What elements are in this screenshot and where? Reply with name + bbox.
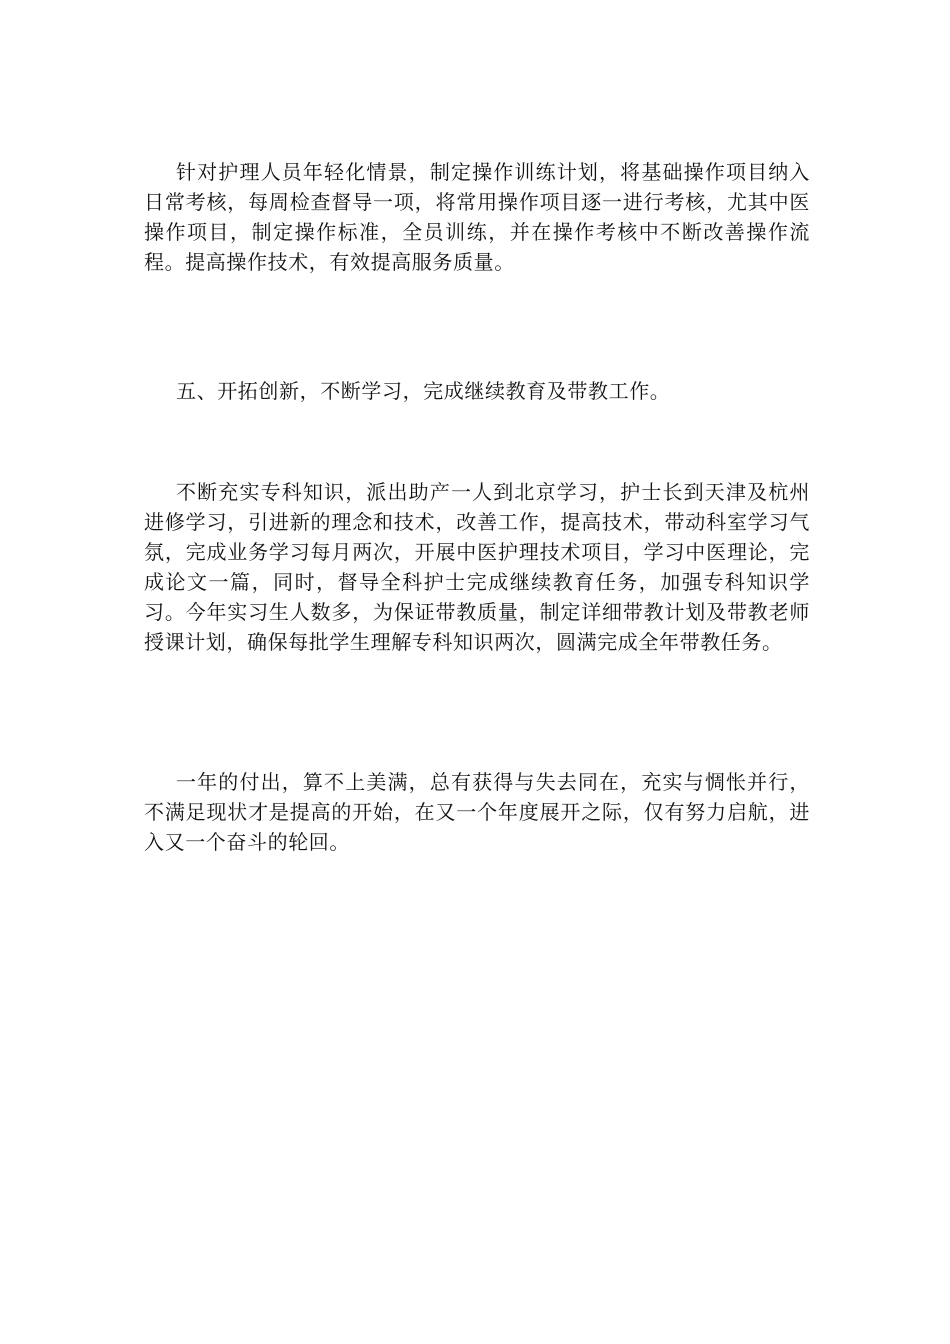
section-heading-five: 五、开拓创新，不断学习，完成继续教育及带教工作。 [176, 379, 671, 403]
paragraph-conclusion: 一年的付出，算不上美满，总有获得与失去同在，充实与惆怅并行，不满足现状才是提高的开始，在又一个年度展开之际，仅有努力启航，进入又一个奋斗的轮回。 [144, 770, 810, 854]
paragraph-continuing-education: 不断充实专科知识，派出助产一人到北京学习，护士长到天津及杭州进修学习，引进新的理念和技术，改善工作，提高技术，带动科室学习气氛，完成业务学习每月两次，开展中医护理技术项目，学习中医理论，完成论文一篇，同时，督导全科护士完成继续教育任务，加强专科知识学习。今年实习生人数多，为保证带教质量，制定详细带教计划及带教老师授课计划，确保每批学生理解专科知识两次，圆满完成全年带教任务。 [144, 480, 810, 654]
paragraph-operation-training: 针对护理人员年轻化情景，制定操作训练计划，将基础操作项目纳入日常考核，每周检查督导一项，将常用操作项目逐一进行考核，尤其中医操作项目，制定操作标准，全员训练，并在操作考核中不断改善操作流程。提高操作技术，有效提高服务质量。 [144, 160, 810, 274]
